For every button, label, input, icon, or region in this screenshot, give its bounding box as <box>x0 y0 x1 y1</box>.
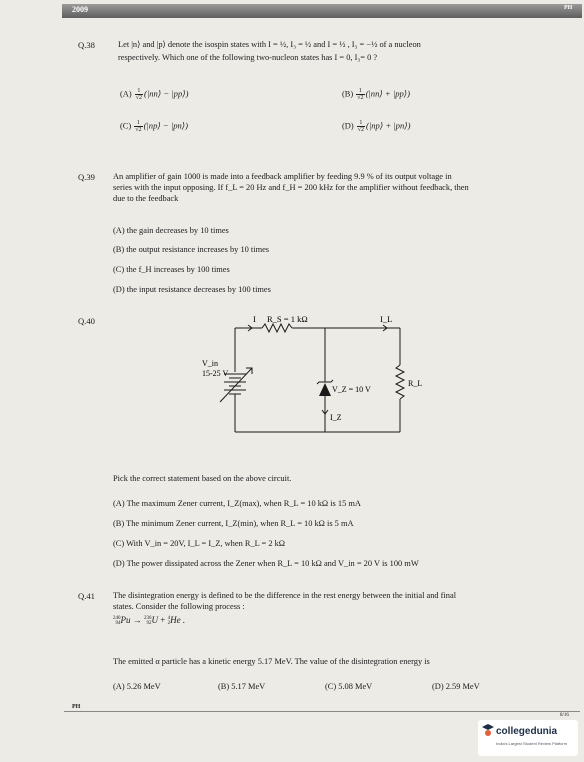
q41-option-d[interactable]: (D) 2.59 MeV <box>432 682 480 691</box>
header-bar <box>62 4 582 18</box>
q38-option-c[interactable] <box>120 120 188 133</box>
rl-label: R_L <box>408 379 423 388</box>
ket-expression: (|nn⟩ − |pp⟩) <box>144 88 189 99</box>
q39-option-c[interactable]: (C) the f_H increases by 100 times <box>113 265 230 274</box>
zener-circuit-diagram <box>180 310 423 445</box>
q39-option-a[interactable]: (A) the gain decreases by 10 times <box>113 226 229 235</box>
option-label: (A) <box>120 89 132 99</box>
fraction: $\frac{1}{√2}$ <box>135 88 143 101</box>
fraction: $\frac{1}{√2}$ <box>357 120 365 133</box>
q39-option-b[interactable]: (B) the output resistance increases by 10 times <box>113 245 270 254</box>
header-year: 2009 <box>72 5 88 14</box>
iz-label: I_Z <box>330 413 342 422</box>
graduate-icon <box>482 724 494 738</box>
q40-number: Q.40 <box>78 316 95 326</box>
ket-expression: (|nn⟩ + |pp⟩) <box>365 88 410 99</box>
q40-option-c[interactable]: (C) With V_in = 20V, I_L = I_Z, when R_L = 2 kΩ <box>113 539 286 548</box>
q40-option-a[interactable]: (A) The maximum Zener current, I_Z(max), when R_L = 10 kΩ is 15 mA <box>113 499 361 508</box>
option-label: (D) <box>342 121 354 131</box>
q40-option-b[interactable]: (B) The minimum Zener current, I_Z(min), when R_L = 10 kΩ is 5 mA <box>113 519 354 528</box>
footer-rule <box>64 711 580 712</box>
q38-line1: Let |n⟩ and |p⟩ denote the isospin states with I = ½, I₃ = ½ and I = ½ , I₃ = −½ of a nucleon <box>118 40 421 49</box>
q41-reaction: 240 94Pu → 236 92U + 4 2He . <box>113 615 186 626</box>
footer-code: PH <box>72 704 81 710</box>
option-label: (C) <box>120 121 132 131</box>
q41-option-c[interactable]: (C) 5.08 MeV <box>325 682 373 691</box>
fraction: $\frac{1}{√2}$ <box>135 120 142 133</box>
q38-option-d[interactable] <box>342 120 410 133</box>
ket-expression: (|np⟩ − |pn⟩) <box>143 120 188 131</box>
q39-line1: An amplifier of gain 1000 is made into a feedback amplifier by feeding 9.9 % of its output voltage in <box>113 172 452 181</box>
current-in-label: I <box>253 314 256 324</box>
q38-line2: respectively. Which one of the following two-nucleon states has I = 0, I₃= 0 ? <box>118 53 378 62</box>
q41-option-a[interactable]: (A) 5.26 MeV <box>113 682 161 691</box>
q39-number: Q.39 <box>78 172 95 182</box>
footer-page-number: 8/16 <box>560 713 569 718</box>
option-label: (B) <box>342 89 354 99</box>
rs-label: R_S = 1 kΩ <box>267 314 308 324</box>
q41-number: Q.41 <box>78 591 95 601</box>
q38-option-a[interactable] <box>120 88 188 101</box>
q39-line3: due to the feedback <box>113 194 179 203</box>
q38-option-b[interactable] <box>342 88 410 101</box>
q38-number: Q.38 <box>78 40 95 50</box>
q40-prompt: Pick the correct statement based on the above circuit. <box>113 474 292 483</box>
q39-line2: series with the input opposing. If f_L = 20 Hz and f_H = 200 kHz for the amplifier without feedback, then <box>113 183 469 192</box>
q41-option-b[interactable]: (B) 5.17 MeV <box>218 682 266 691</box>
q41-line3: The emitted α particle has a kinetic energy 5.17 MeV. The value of the disintegration energy is <box>113 657 430 666</box>
vin-label: V_in <box>202 359 218 368</box>
zener-diode <box>319 383 331 396</box>
logo-text: collegedunia <box>496 726 558 737</box>
logo-tagline: India's Largest Student Review Platform <box>496 741 568 746</box>
fraction: $\frac{1}{√2}$ <box>357 88 364 101</box>
q40-option-d[interactable]: (D) The power dissipated across the Zener when R_L = 10 kΩ and V_in = 20 V is 100 mW <box>113 559 419 568</box>
ket-expression: (|np⟩ + |pn⟩) <box>366 120 411 131</box>
header-code: PH <box>564 5 573 11</box>
vz-label: V_Z = 10 V <box>332 385 371 394</box>
vin-range-label: 15-25 V <box>202 369 229 378</box>
il-label: I_L <box>380 314 393 324</box>
q41-line2: states. Consider the following process : <box>113 602 245 611</box>
q41-line1: The disintegration energy is defined to be the difference in the rest energy between the initial and final <box>113 591 457 600</box>
q39-option-d[interactable]: (D) the input resistance decreases by 100 times <box>113 285 271 294</box>
